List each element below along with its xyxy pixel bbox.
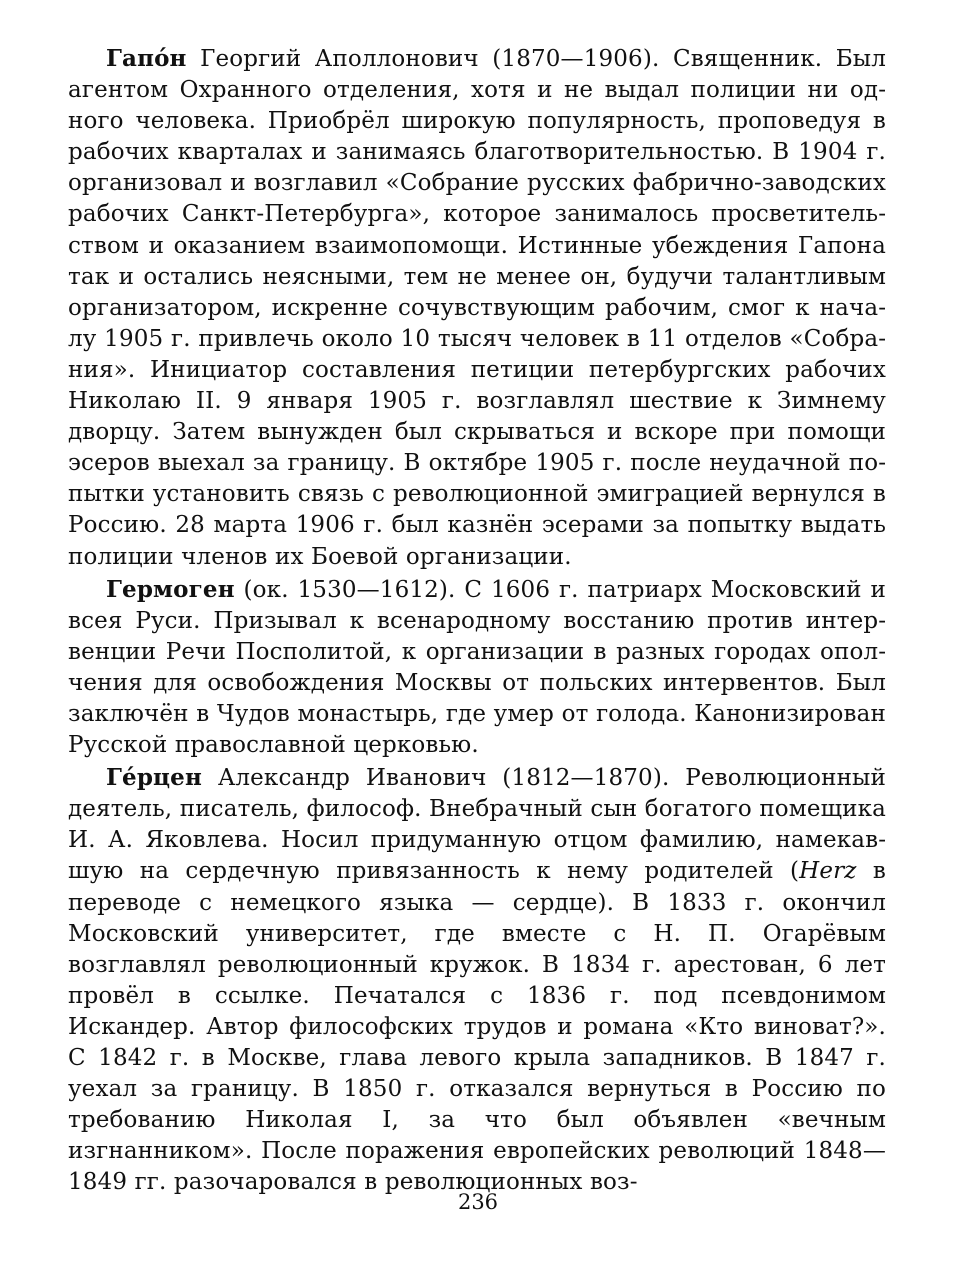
- page-body: [68, 43, 886, 1199]
- entry-headword: Гермоген: [106, 575, 235, 603]
- entry-text: Александр Иванович (1812—1870). Революционный деятель, писатель, философ. Внебрачный сын богатого помещика И. А. Яковлева. Носил придуманную отцом фамилию, намекавшую на сердечную привязанность к нему родителей (: [68, 765, 887, 885]
- page-number: 236: [457, 1190, 499, 1214]
- entry-gapon: [68, 43, 886, 573]
- entry-headword: Ге́рцен: [106, 764, 202, 792]
- entry-herzen: [68, 762, 886, 1198]
- entry-headword: Гапо́н: [106, 45, 187, 72]
- entry-text-continued: в переводе с немецкого языка — сердце). В 1833 г. окончил Московский университет, где вместе с Н. П. Огарёвым возглавлял революционный кружок. В 1834 г. арестован, 6 лет провёл в ссылке. Печатался с 1836 г. под псевдонимом Искандер. Автор философских трудов и романа «Кто виноват?». С 1842 г. в Москве, глава левого крыла западников. В 1847 г. уехал за границу. В 1850 г. отказался вернуться в Россию по требованию Николая I, за что был объявлен «вечным изгнанником». После поражения европейских революций 1848—1849 гг. разочаровался в революционных воз-: [68, 858, 887, 1196]
- entry-germogen: [68, 574, 886, 762]
- entry-italic-term: Herz: [799, 858, 857, 885]
- entry-text: (ок. 1530—1612). С 1606 г. патриарх Московский и всея Руси. Призывал к всенародному восстанию против интервенции Речи Посполитой, к организации в разных городах ополчения для освобождения Москвы от польских интервентов. Был заключён в Чудов монастырь, где умер от голода. Канонизирован Русской православной церковью.: [68, 576, 886, 759]
- entry-text: Георгий Аполлонович (1870—1906). Священник. Был агентом Охранного отделения, хотя и не выдал полиции ни одного человека. Приобрёл широкую популярность, проповедуя в рабочих кварталах и занимаясь благотворительностью. В 1904 г. организовал и возглавил «Собрание русских фабрично-заводских рабочих Санкт-Петербурга», которое занималось просветительством и оказанием взаимопомощи. Истинные убеждения Гапона так и остались неясными, тем не менее он, будучи талантливым организатором, искренне сочувствующим рабочим, смог к началу 1905 г. привлечь около 10 тысяч человек в 11 отделов «Собрания». Инициатор составления петиции петербургских рабочих Николаю II. 9 января 1905 г. возглавлял шествие к Зимнему дворцу. Затем вынужден был скрываться и вскоре при помощи эсеров выехал за границу. В октябре 1905 г. после неудачной попытки установить связь с революционной эмиграцией вернулся в Россию. 28 марта 1906 г. был казнён эсерами за попытку выдать полиции членов их Боевой организации.: [68, 46, 886, 570]
